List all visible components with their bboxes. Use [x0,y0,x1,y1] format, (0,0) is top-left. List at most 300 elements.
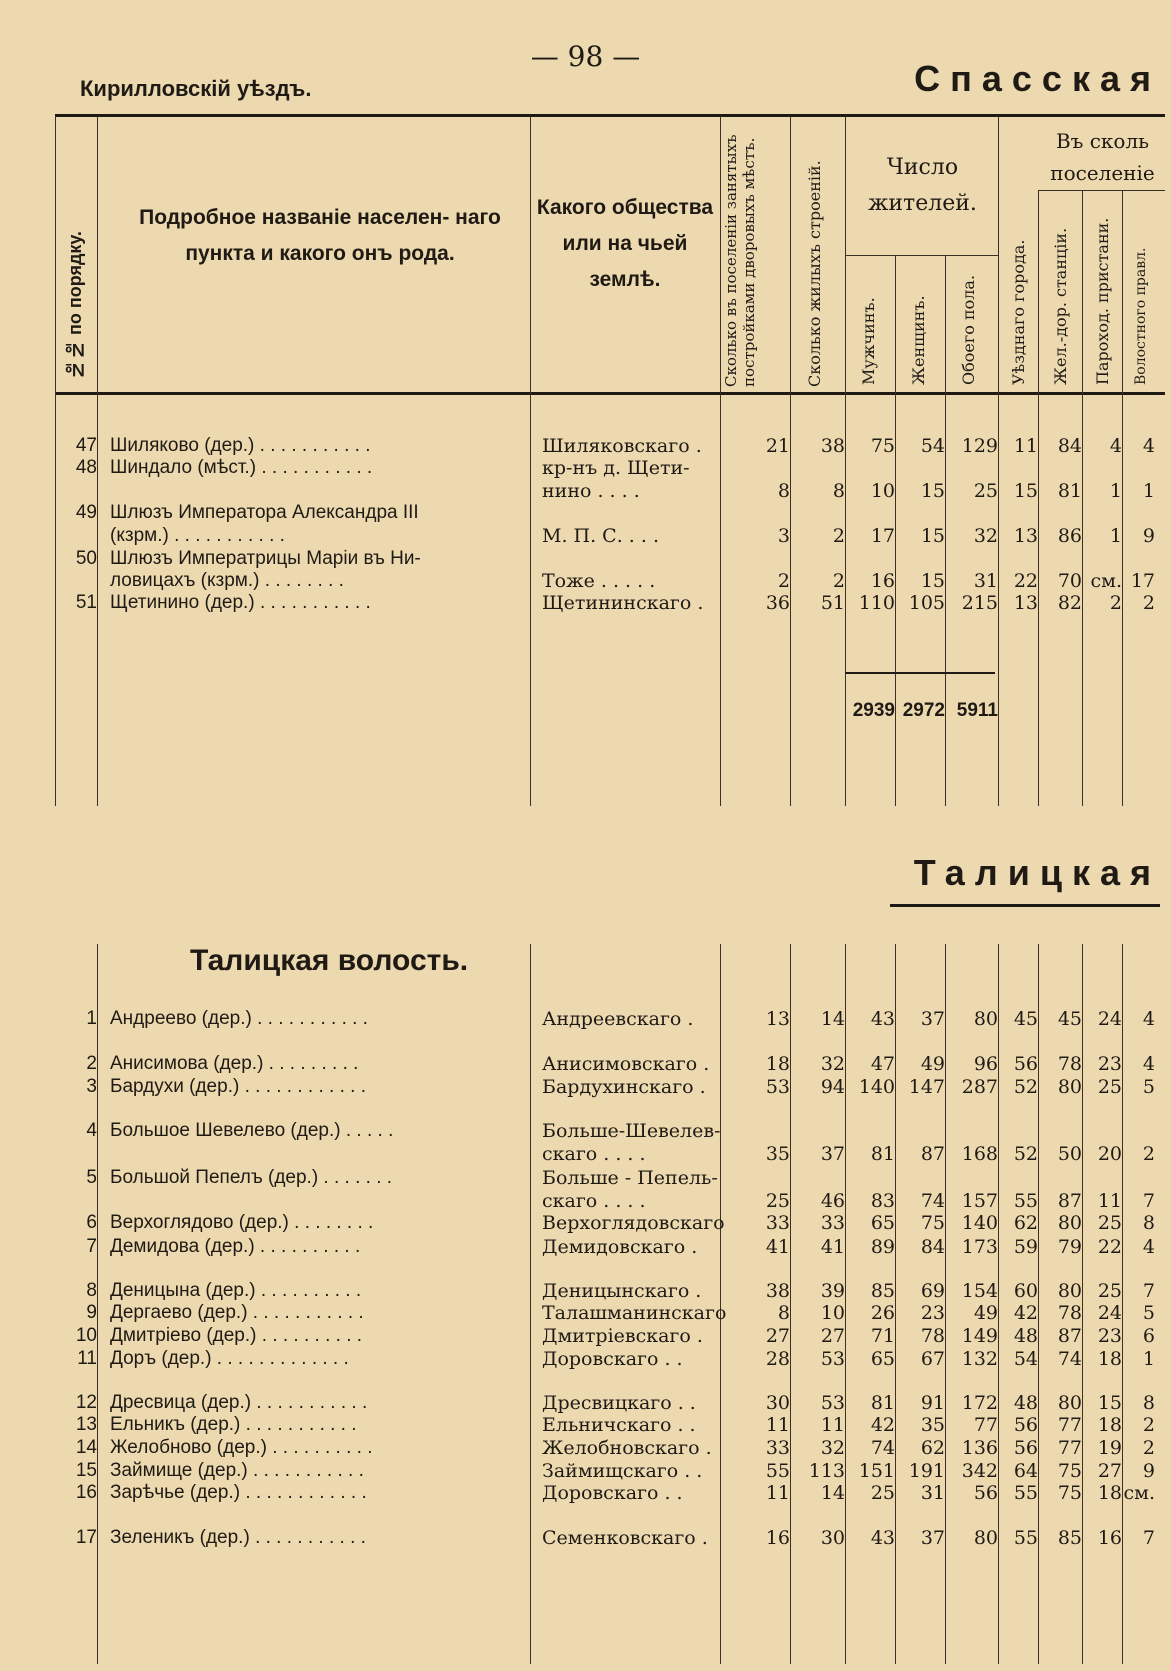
cell-value: 1 [1142,1348,1155,1370]
cell-value: 74 [1057,1348,1082,1370]
place-name: Шлюзъ Императора Александра III [110,502,419,523]
cell-value: 87 [920,1143,945,1165]
row-number: 5 [86,1167,97,1188]
place-name: Желобново (дер.) . . . . . . . . . . [110,1437,373,1458]
row-number: 14 [75,1437,97,1458]
cell-value: 45 [1013,1008,1038,1030]
cell-value: 4 [1142,1053,1155,1075]
place-name: Бардухи (дер.) . . . . . . . . . . . . [110,1076,366,1097]
cell-value: 11 [765,1414,790,1436]
cell-value: 11 [820,1414,845,1436]
cell-value: 13 [765,1008,790,1030]
cell-value: 9 [1142,1460,1155,1482]
cell-value: 46 [820,1190,845,1212]
row-number: 12 [75,1392,97,1413]
cell-value: 38 [765,1280,790,1302]
cell-value: 33 [765,1437,790,1459]
society-name: Дмитріевскаго . [542,1325,703,1347]
society-name: Верхоглядовскаго [542,1212,725,1234]
society-name: Больше - Пепель- [542,1167,718,1189]
cell-value: 27 [820,1325,845,1347]
cell-value: 80 [973,1008,998,1030]
county-title: Кирилловскій уѣздъ. [80,76,312,101]
cell-value: 59 [1013,1236,1038,1258]
cell-value: 32 [973,525,998,547]
row-number: 17 [75,1527,97,1548]
cell-value: 30 [765,1392,790,1414]
cell-value: 85 [1057,1527,1082,1549]
cell-value: 74 [870,1437,895,1459]
cell-value: 13 [1013,592,1038,614]
cell-value: 24 [1097,1302,1122,1324]
cell-value: 15 [1097,1392,1122,1414]
place-name: Дмитріево (дер.) . . . . . . . . . . [110,1325,363,1346]
cell-value: 31 [973,570,998,592]
cell-value: 25 [973,480,998,502]
cell-value: 75 [1057,1482,1082,1504]
cell-value: 6 [1142,1325,1155,1347]
cell-value: 2 [832,525,845,547]
cell-value: 17 [1130,570,1155,592]
row-number: 7 [86,1236,97,1257]
cell-value: 53 [765,1076,790,1098]
cell-value: 94 [820,1076,845,1098]
cell-value: 23 [1097,1053,1122,1075]
cell-value: 15 [920,480,945,502]
society-name: Доровскаго . . [542,1482,683,1504]
row-number: 15 [75,1460,97,1481]
cell-value: 51 [820,592,845,614]
cell-value: 2 [1142,1437,1155,1459]
cell-value: 53 [820,1348,845,1370]
cell-value: 43 [870,1008,895,1030]
society-name: Займищскаго . . [542,1460,703,1482]
cell-value: 16 [1097,1527,1122,1549]
cell-value: 91 [920,1392,945,1414]
place-name: Демидова (дер.) . . . . . . . . . . [110,1236,361,1257]
cell-value: 62 [920,1437,945,1459]
row-number: 11 [77,1348,97,1369]
cell-value: 1 [1109,480,1122,502]
cell-value: 45 [1057,1008,1082,1030]
cell-value: 78 [1057,1302,1082,1324]
cell-value: 15 [920,570,945,592]
cell-value: 11 [1013,435,1038,457]
row-number: 49 [75,502,97,523]
cell-value: 54 [920,435,945,457]
cell-value: 36 [765,592,790,614]
row-number: 4 [86,1120,97,1141]
cell-value: 25 [1097,1212,1122,1234]
cell-value: 113 [808,1460,845,1482]
place-name: Анисимова (дер.) . . . . . . . . . [110,1053,359,1074]
cell-value: 87 [1057,1190,1082,1212]
cell-value: 129 [961,435,998,457]
cell-value: 215 [961,592,998,614]
cell-value: 53 [820,1392,845,1414]
cell-value: 87 [1057,1325,1082,1347]
cell-value: 10 [870,480,895,502]
cell-value: 55 [1013,1190,1038,1212]
cell-value: 8 [1142,1392,1155,1414]
place-name: (кзрм.) . . . . . . . . . . . [110,525,285,546]
cell-value: 8 [1142,1212,1155,1234]
cell-value: 23 [920,1302,945,1324]
cell-value: 14 [820,1482,845,1504]
cell-value: 52 [1013,1143,1038,1165]
page-number: — 98 — [530,40,641,73]
totals-rule [845,672,995,674]
cell-value: 10 [820,1302,845,1324]
cell-value: 342 [961,1460,998,1482]
cell-value: 2 [1142,1414,1155,1436]
cell-value: 78 [1057,1053,1082,1075]
cell-value: 84 [1057,435,1082,457]
cell-value: 33 [820,1212,845,1234]
cell-value: 49 [920,1053,945,1075]
cell-value: 11 [765,1482,790,1504]
cell-value: 54 [1013,1348,1038,1370]
society-name: Семенковскаго . [542,1527,708,1549]
row-number: 9 [86,1302,97,1323]
total-men: 2939 [852,700,895,721]
cell-value: 151 [858,1460,895,1482]
cell-value: 67 [920,1348,945,1370]
cell-value: 69 [920,1280,945,1302]
cell-value: 4 [1142,1236,1155,1258]
cell-value: 37 [920,1527,945,1549]
cell-value: 81 [1057,480,1082,502]
header-pier: Пароход. пристани. [1093,217,1112,385]
place-name: Большое Шевелево (дер.) . . . . . [110,1120,394,1141]
volost-header-rule [890,904,1160,907]
cell-value: 5 [1142,1302,1155,1324]
cell-value: 37 [820,1143,845,1165]
cell-value: 27 [1097,1460,1122,1482]
cell-value: 18 [765,1053,790,1075]
cell-value: 70 [1057,570,1082,592]
cell-value: 80 [1057,1212,1082,1234]
society-name: кр-нъ д. Щети- [542,457,690,479]
col-line [530,116,531,806]
col-line [790,116,791,806]
cell-value: 25 [870,1482,895,1504]
col-line [998,116,999,806]
society-name: Желобновскаго . [542,1437,712,1459]
cell-value: 28 [765,1348,790,1370]
cell-value: 173 [961,1236,998,1258]
cell-value: см. [1123,1482,1155,1504]
place-name: Шлюзъ Императрицы Маріи въ Ни- [110,548,421,569]
cell-value: 191 [908,1460,945,1482]
cell-value: 86 [1057,525,1082,547]
society-name: Андреевскаго . [542,1008,694,1030]
cell-value: 41 [765,1236,790,1258]
row-number: 16 [75,1482,97,1503]
volost-header-spasskaya: Спасская [914,58,1161,99]
place-name: Ельникъ (дер.) . . . . . . . . . . . [110,1414,357,1435]
header-subrule [1038,190,1165,191]
cell-value: 136 [961,1437,998,1459]
cell-value: 2 [1142,1143,1155,1165]
row-number: 8 [86,1280,97,1301]
header-num: №№ по порядку. [65,231,85,380]
cell-value: 16 [765,1527,790,1549]
header-name: Подробное названіе населен- наго пункта и какого онъ рода. [139,206,501,265]
cell-value: 78 [920,1325,945,1347]
volost-header-talitskaya: Талицкая [913,852,1161,893]
header-city: Уѣзднаго города. [1009,239,1028,385]
row-number: 47 [75,435,97,456]
cell-value: 31 [920,1482,945,1504]
header-women: Женщинъ. [909,295,928,385]
cell-value: 287 [961,1076,998,1098]
cell-value: 11 [1097,1190,1122,1212]
cell-value: 25 [1097,1076,1122,1098]
cell-value: 42 [1013,1302,1038,1324]
cell-value: 132 [961,1348,998,1370]
cell-value: 80 [973,1527,998,1549]
col-line [720,116,721,806]
cell-value: 55 [1013,1482,1038,1504]
cell-value: 154 [961,1280,998,1302]
cell-value: 140 [961,1212,998,1234]
cell-value: 81 [870,1143,895,1165]
cell-value: 74 [920,1190,945,1212]
place-name: Верхоглядово (дер.) . . . . . . . . [110,1212,374,1233]
cell-value: 35 [920,1414,945,1436]
cell-value: 30 [820,1527,845,1549]
society-name: скаго . . . . [542,1143,646,1165]
header-men: Мужчинъ. [859,297,878,385]
cell-value: 23 [1097,1325,1122,1347]
place-name: Щетинино (дер.) . . . . . . . . . . . [110,592,371,613]
cell-value: 24 [1097,1008,1122,1030]
cell-value: 172 [961,1392,998,1414]
society-name: Щетининскаго . [542,592,704,614]
cell-value: 55 [765,1460,790,1482]
cell-value: 14 [820,1008,845,1030]
header-volost-office: Волостного правл. [1133,247,1149,385]
cell-value: 48 [1013,1392,1038,1414]
place-name: ловицахъ (кзрм.) . . . . . . . . [110,570,344,591]
cell-value: 52 [1013,1076,1038,1098]
header-households: Сколько въ поселеніи занятыхъ постройками дворовыхъ мѣстъ. [722,134,758,387]
cell-value: 96 [973,1053,998,1075]
society-name: Деницынскаго . [542,1280,702,1302]
place-name: Шиндало (мѣст.) . . . . . . . . . . . [110,457,373,478]
cell-value: 56 [1013,1414,1038,1436]
cell-value: 37 [920,1008,945,1030]
row-number: 1 [86,1008,97,1029]
society-name: нино . . . . [542,480,640,502]
cell-value: 7 [1142,1527,1155,1549]
col-line [97,116,98,806]
cell-value: 17 [870,525,895,547]
cell-value: 8 [777,1302,790,1324]
cell-value: 20 [1097,1143,1122,1165]
cell-value: 56 [1013,1437,1038,1459]
place-name: Андреево (дер.) . . . . . . . . . . . [110,1008,368,1029]
cell-value: 49 [973,1302,998,1324]
cell-value: 35 [765,1143,790,1165]
cell-value: 147 [908,1076,945,1098]
cell-value: 2 [832,570,845,592]
cell-value: 157 [961,1190,998,1212]
cell-value: 77 [1057,1437,1082,1459]
cell-value: 4 [1142,435,1155,457]
cell-value: 13 [1013,525,1038,547]
cell-value: 25 [1097,1280,1122,1302]
place-name: Дергаево (дер.) . . . . . . . . . . . [110,1302,364,1323]
place-name: Дресвица (дер.) . . . . . . . . . . . [110,1392,368,1413]
cell-value: 60 [1013,1280,1038,1302]
cell-value: 168 [961,1143,998,1165]
cell-value: 43 [870,1527,895,1549]
cell-value: 18 [1097,1482,1122,1504]
row-number: 50 [75,548,97,569]
cell-value: 64 [1013,1460,1038,1482]
row-number: 10 [75,1325,97,1346]
cell-value: 77 [1057,1414,1082,1436]
cell-value: 55 [1013,1527,1038,1549]
col-line [97,944,98,1664]
cell-value: 1 [1109,525,1122,547]
place-name: Зеленикъ (дер.) . . . . . . . . . . . [110,1527,366,1548]
cell-value: 75 [920,1212,945,1234]
cell-value: 79 [1057,1236,1082,1258]
cell-value: 140 [858,1076,895,1098]
cell-value: 33 [765,1212,790,1234]
total-both: 5911 [956,700,998,721]
society-name: Доровскаго . . [542,1348,683,1370]
society-name: Демидовскаго . [542,1236,698,1258]
cell-value: 56 [1013,1053,1038,1075]
total-women: 2972 [902,700,945,721]
cell-value: 19 [1097,1437,1122,1459]
header-subrule [845,255,998,256]
cell-value: 32 [820,1053,845,1075]
row-number: 48 [75,457,97,478]
row-number: 6 [86,1212,97,1233]
row-number: 3 [86,1076,97,1097]
cell-value: 83 [870,1190,895,1212]
cell-value: 8 [832,480,845,502]
header-railway: Жел.-дор. станціи. [1051,227,1070,385]
cell-value: 50 [1057,1143,1082,1165]
place-name: Большой Пепелъ (дер.) . . . . . . . [110,1167,393,1188]
society-name: М. П. С. . . . [542,525,659,547]
header-residents: Число жителей. [868,155,977,216]
row-number: 2 [86,1053,97,1074]
cell-value: 81 [870,1392,895,1414]
header-society: Какого общества или на чьей землѣ. [536,196,714,291]
cell-value: 110 [858,592,895,614]
header-buildings: Сколько жилыхъ строеній. [805,160,824,387]
place-name: Шиляково (дер.) . . . . . . . . . . . [110,435,371,456]
col-line [530,944,531,1664]
cell-value: 85 [870,1280,895,1302]
cell-value: 75 [1057,1460,1082,1482]
society-name: Больше-Шевелев- [542,1120,721,1142]
cell-value: 84 [920,1236,945,1258]
cell-value: 65 [870,1212,895,1234]
header-distance: Въ сколь поселеніе [1050,129,1155,185]
cell-value: 18 [1097,1414,1122,1436]
society-name: Ельничскаго . . [542,1414,696,1436]
cell-value: 7 [1142,1280,1155,1302]
cell-value: 82 [1057,592,1082,614]
cell-value: 18 [1097,1348,1122,1370]
cell-value: 89 [870,1236,895,1258]
cell-value: 5 [1142,1076,1155,1098]
row-number: 51 [75,592,97,613]
cell-value: 65 [870,1348,895,1370]
cell-value: 105 [908,592,945,614]
cell-value: 42 [870,1414,895,1436]
cell-value: 32 [820,1437,845,1459]
place-name: Доръ (дер.) . . . . . . . . . . . . . [110,1348,349,1369]
cell-value: 2 [777,570,790,592]
cell-value: 2 [1109,592,1122,614]
cell-value: 41 [820,1236,845,1258]
cell-value: 48 [1013,1325,1038,1347]
society-name: Бардухинскаго . [542,1076,706,1098]
society-name: Тоже . . . . . [542,570,656,592]
place-name: Зарѣчье (дер.) . . . . . . . . . . . . [110,1482,367,1503]
place-name: Деницына (дер.) . . . . . . . . . . [110,1280,362,1301]
cell-value: 80 [1057,1076,1082,1098]
cell-value: см. [1090,570,1122,592]
cell-value: 26 [870,1302,895,1324]
cell-value: 80 [1057,1392,1082,1414]
cell-value: 4 [1142,1008,1155,1030]
cell-value: 22 [1013,570,1038,592]
cell-value: 71 [870,1325,895,1347]
cell-value: 62 [1013,1212,1038,1234]
society-name: Анисимовскаго . [542,1053,710,1075]
cell-value: 22 [1097,1236,1122,1258]
cell-value: 56 [973,1482,998,1504]
cell-value: 27 [765,1325,790,1347]
society-name: Шиляковскаго . [542,435,702,457]
cell-value: 25 [765,1190,790,1212]
cell-value: 47 [870,1053,895,1075]
society-name: скаго . . . . [542,1190,646,1212]
header-both: Обоего пола. [959,274,978,385]
cell-value: 16 [870,570,895,592]
cell-value: 38 [820,435,845,457]
cell-value: 75 [870,435,895,457]
cell-value: 80 [1057,1280,1082,1302]
cell-value: 4 [1109,435,1122,457]
cell-value: 149 [961,1325,998,1347]
cell-value: 2 [1142,592,1155,614]
cell-value: 8 [777,480,790,502]
cell-value: 21 [765,435,790,457]
cell-value: 15 [1013,480,1038,502]
cell-value: 3 [777,525,790,547]
cell-value: 9 [1142,525,1155,547]
cell-value: 7 [1142,1190,1155,1212]
society-name: Талашманинскаго [542,1302,727,1324]
place-name: Займище (дер.) . . . . . . . . . . . [110,1460,364,1481]
cell-value: 39 [820,1280,845,1302]
section-title: Талицкая волость. [190,944,469,977]
society-name: Дресвицкаго . . [542,1392,696,1414]
cell-value: 1 [1142,480,1155,502]
row-number: 13 [75,1414,97,1435]
